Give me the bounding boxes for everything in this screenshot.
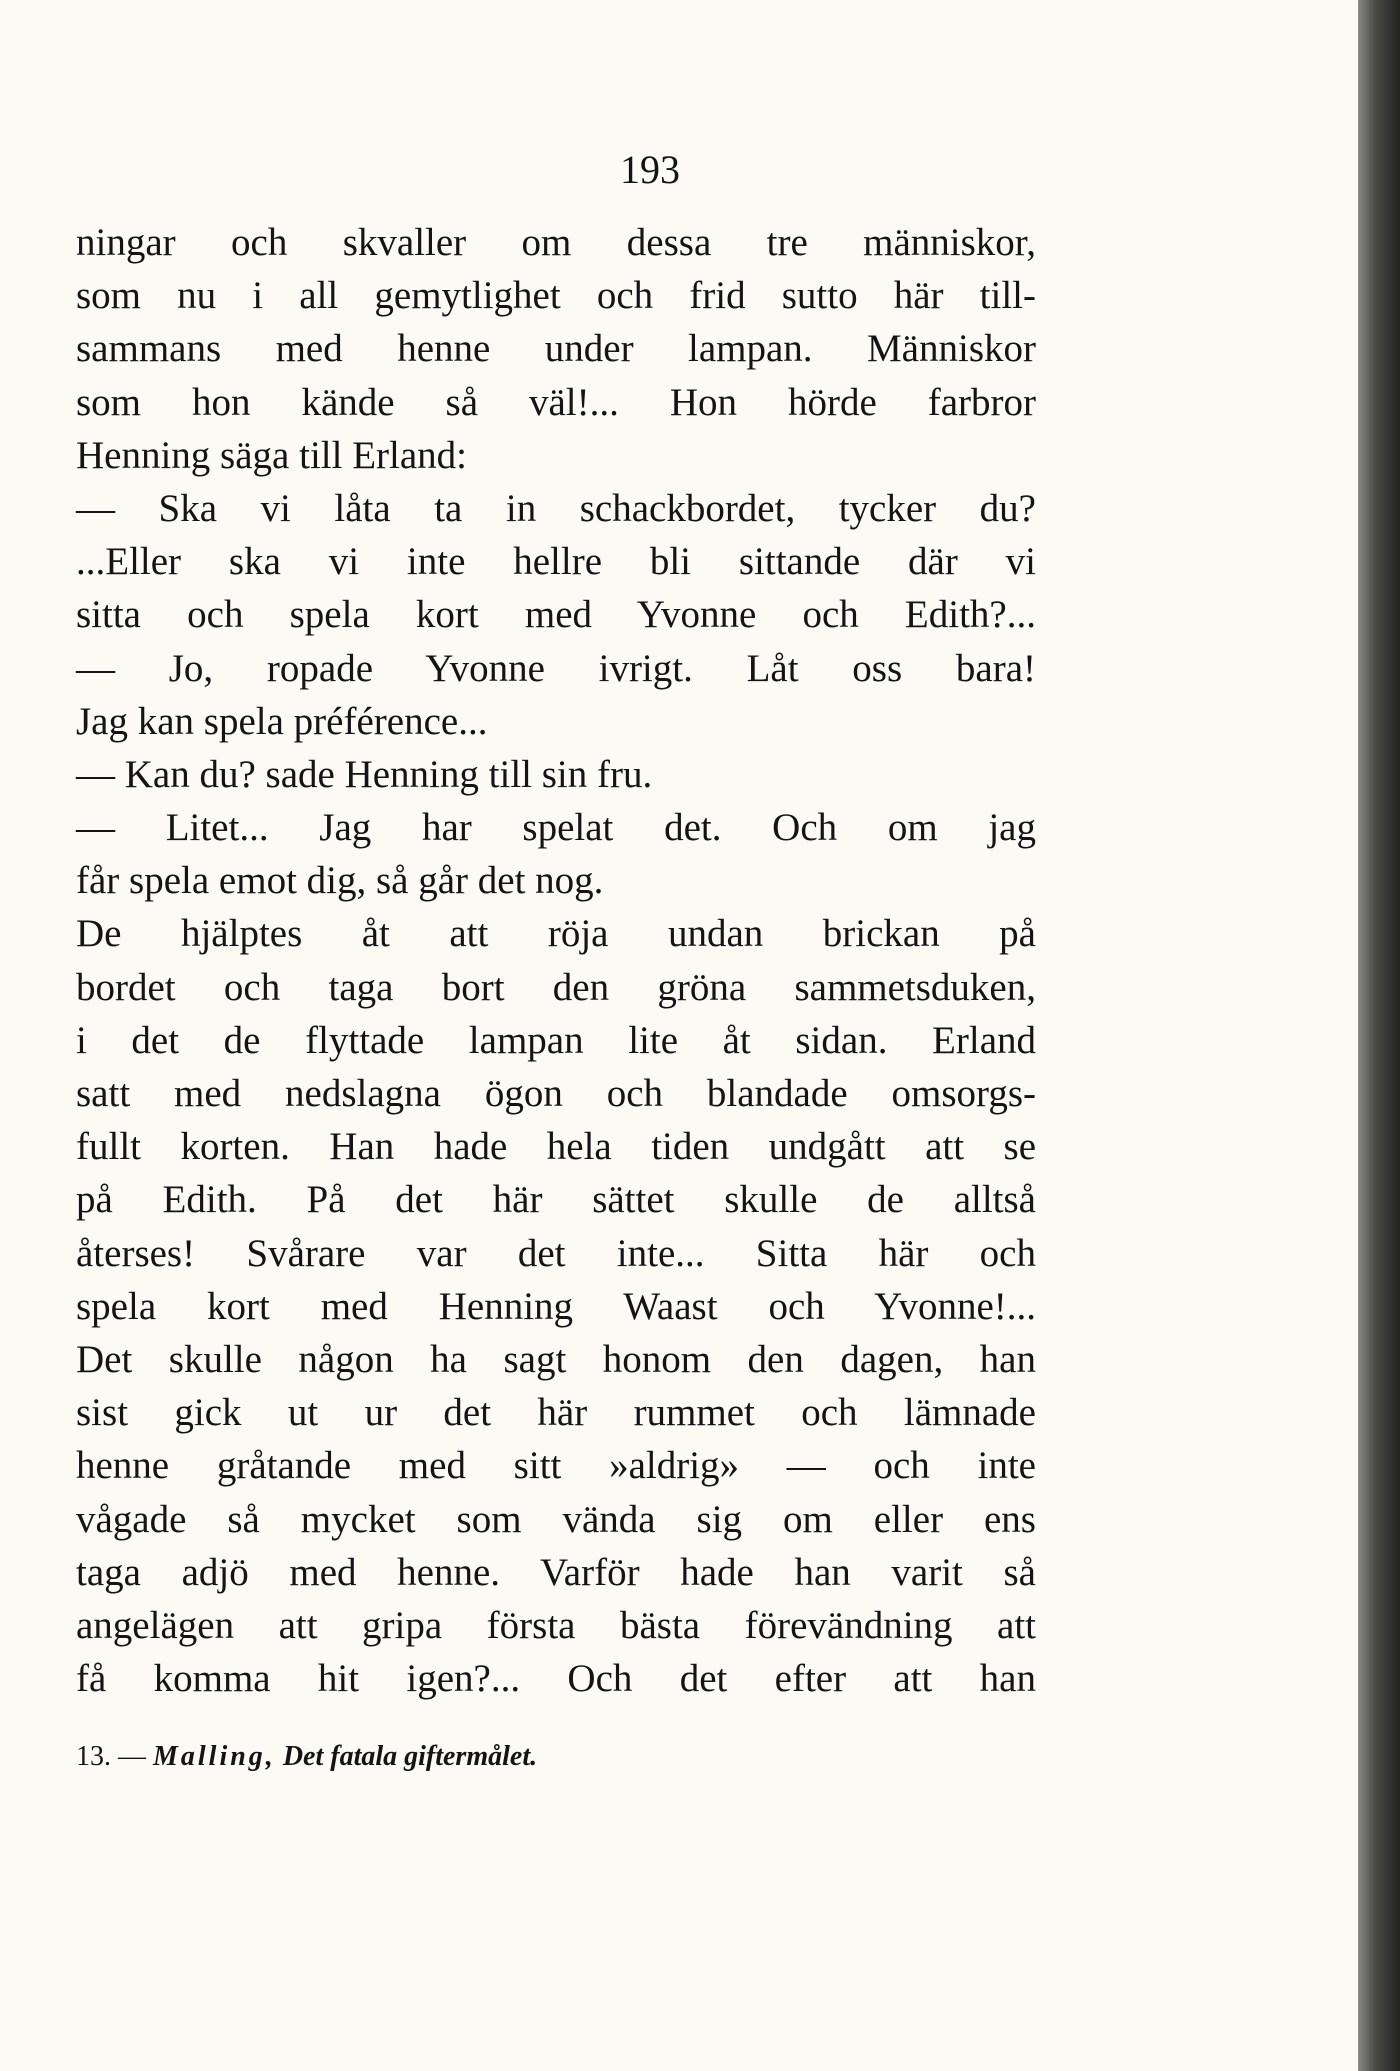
text-line: på Edith. På det här sättet skulle de alltså <box>76 1178 1036 1222</box>
text-line: fullt korten. Han hade hela tiden undgått att se <box>76 1125 1036 1169</box>
text-line: vågade så mycket som vända sig om eller ens <box>76 1497 1036 1541</box>
text-line: — Kan du? sade Henning till sin fru. <box>76 752 653 796</box>
page-number: 193 <box>620 147 680 192</box>
text-line: — Jo, ropade Yvonne ivrigt. Låt oss bara! <box>76 646 1036 690</box>
page-footer <box>76 1740 537 1774</box>
text-line: angelägen att gripa första bästa förevändning att <box>76 1603 1036 1647</box>
text-line: Jag kan spela préférence... <box>76 699 488 743</box>
text-line: — Ska vi låta ta in schackbordet, tycker du? <box>76 486 1036 530</box>
text-line: Henning säga till Erland: <box>76 433 467 477</box>
text-line: spela kort med Henning Waast och Yvonne!... <box>76 1284 1036 1328</box>
text-line: sammans med henne under lampan. Människor <box>76 327 1036 371</box>
text-line: återses! Svårare var det inte... Sitta här och <box>76 1231 1036 1275</box>
text-line: Det skulle någon ha sagt honom den dagen, han <box>76 1337 1036 1381</box>
text-line: ...Eller ska vi inte hellre bli sittande där vi <box>76 540 1036 584</box>
text-line: henne gråtande med sitt »aldrig» — och inte <box>76 1444 1036 1488</box>
text-line: i det de flyttade lampan lite åt sidan. Erland <box>76 1018 1036 1062</box>
footer-author: Malling, <box>153 1741 276 1772</box>
text-line: som nu i all gemytlighet och frid sutto här till- <box>76 274 1036 318</box>
page-edge-shadow <box>1358 0 1400 2071</box>
text-line: bordet och taga bort den gröna sammetsduken, <box>76 965 1036 1009</box>
footer-signature: 13. <box>76 1741 111 1772</box>
text-line: — Litet... Jag har spelat det. Och om jag <box>76 806 1036 850</box>
text-line: ningar och skvaller om dessa tre människor, <box>76 221 1036 264</box>
body-text <box>76 216 1036 1705</box>
text-line: satt med nedslagna ögon och blandade omsorgs- <box>76 1072 1036 1115</box>
text-line: sist gick ut ur det här rummet och lämnade <box>76 1391 1036 1435</box>
text-line: få komma hit igen?... Och det efter att han <box>76 1657 1036 1701</box>
text-line: som hon kände så väl!... Hon hörde farbror <box>76 380 1036 424</box>
footer-dash: — <box>118 1741 146 1772</box>
text-line: taga adjö med henne. Varför hade han varit så <box>76 1550 1036 1594</box>
text-line: får spela emot dig, så går det nog. <box>76 859 604 903</box>
text-line: sitta och spela kort med Yvonne och Edith?... <box>76 593 1036 637</box>
footer-title: Det fatala giftermålet. <box>282 1741 538 1772</box>
text-line: De hjälptes åt att röja undan brickan på <box>76 912 1036 956</box>
